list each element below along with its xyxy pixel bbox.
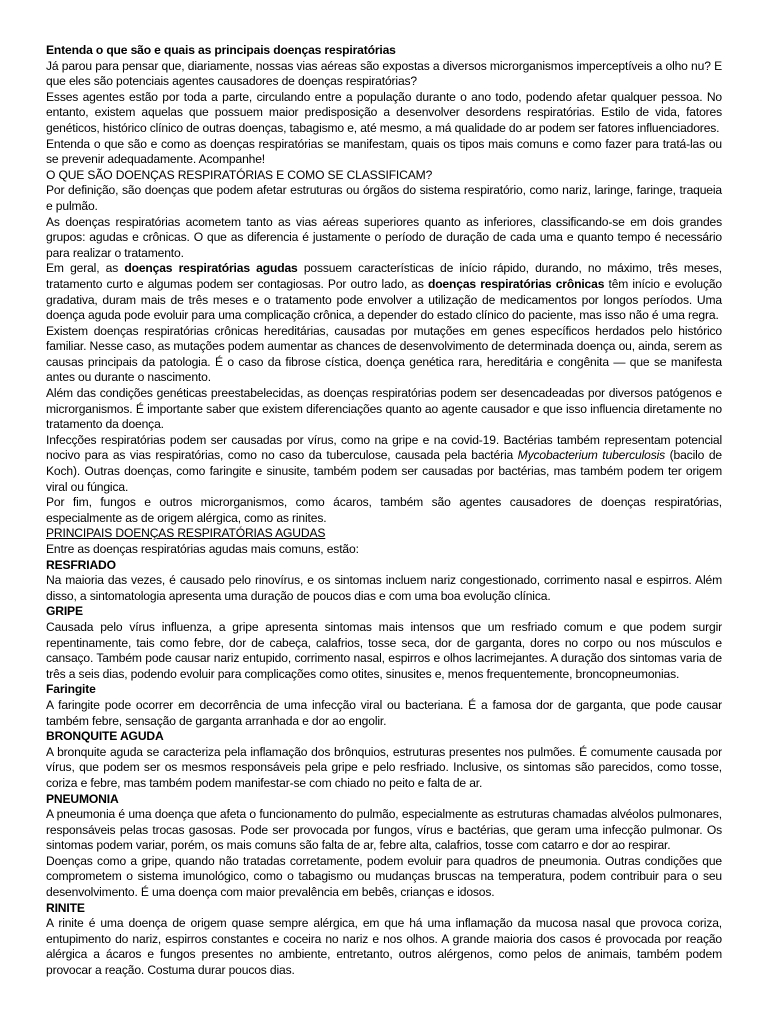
section-heading-classification: O QUE SÃO DOENÇAS RESPIRATÓRIAS E COMO SE CLASSIFICAM? xyxy=(46,167,433,182)
disease-text-faringite: A faringite pode ocorrer em decorrência de uma infecção viral ou bacteriana. É a famosa dor de garganta, que pode causar também febre, sensação de garganta arranhada e dor ao engolir. xyxy=(46,697,722,728)
disease-text-pneumonia-2: Doenças como a gripe, quando não tratadas corretamente, podem evoluir para quadros de pneumonia. Outras condições que comprometem o sistema imunológico, como o tabagismo ou mudanças bruscas na temperatura, podem contribuir para o seu desenvolvimento. É uma doença com maior prevalência em bebês, crianças e idosos. xyxy=(46,853,722,900)
section-heading-acute: PRINCIPAIS DOENÇAS RESPIRATÓRIAS AGUDAS xyxy=(46,526,326,541)
intro-paragraph-2: Esses agentes estão por toda a parte, circulando entre a população durante o ano todo, podendo afetar qualquer pessoa. No entanto, existem aquelas que possuem maior predisposição a desenvolver desordens respiratórias. Estilo de vida, fatores genéticos, histórico clínico de outras doenças, tabagismo e, até mesmo, a má qualidade do ar podem ser fatores influenciadores. xyxy=(46,89,722,135)
hereditary-paragraph: Existem doenças respiratórias crônicas hereditárias, causadas por mutações em genes específicos herdados pelo histórico familiar. Nesse caso, as mutações podem aumentar as chances de desenvolvimento de determinada doença ou, ainda, serem as causas principais da patologia. É o caso da fibrose cística, doença genética rara, hereditária e congênita — que se manifesta antes ou durante o nascimento. xyxy=(46,323,722,385)
text-span: Infecções respiratórias podem ser causadas por vírus, como na gripe e na covid-19. Bactérias também representam potencial nocivo para as vias respiratórias, como no caso da tuberculose, causada pela bactéria xyxy=(46,432,722,463)
bold-term-acute: doenças respiratórias agudas xyxy=(124,261,298,276)
disease-heading-faringite: Faringite xyxy=(46,682,96,697)
text-span: (bacilo de Koch). Outras doenças, como faringite e sinusite, também podem ser causadas por bactérias, mas também podem ter origem viral ou fúngica. xyxy=(46,448,722,494)
bold-term-chronic: doenças respiratórias crônicas xyxy=(427,276,605,291)
disease-heading-gripe: GRIPE xyxy=(46,604,83,619)
infections-paragraph xyxy=(46,433,722,495)
disease-heading-resfriado: RESFRIADO xyxy=(46,557,116,572)
acute-intro-paragraph: Entre as doenças respiratórias agudas mais comuns, estão: xyxy=(46,542,359,556)
document-title: Entenda o que são e quais as principais doenças respiratórias xyxy=(46,43,396,57)
fungi-paragraph: Por fim, fungos e outros microrganismos, como ácaros, também são agentes causadores de doenças respiratórias, especialmente as de origem alérgica, como as rinites. xyxy=(46,495,722,525)
intro-paragraph-1: Já parou para pensar que, diariamente, nossas vias aéreas são expostas a diversos microrganismos imperceptíveis a olho nu? E que eles são potenciais agentes causadores de doenças respiratórias? xyxy=(46,58,722,89)
disease-text-gripe: Causada pelo vírus influenza, a gripe apresenta sintomas mais intensos que um resfriado comum e que podem surgir repentinamente, tais como febre, dor de cabeça, calafrios, tosse seca, dor de garganta, dores no corpo ou nos músculos e cansaço. Também pode causar nariz entupido, corrimento nasal, espirros e olhos lacrimejantes. A duração dos sintomas varia de três a seis dias, podendo evoluir para complicações como otites, sinusites e, menos frequentemente, broncopneumonias. xyxy=(46,619,722,681)
disease-heading-rinite: RINITE xyxy=(46,900,85,915)
text-span: possuem características de início rápido, durando, no máximo, três meses, tratamento curto e algumas podem ser contagiosas. Por outro lado, as xyxy=(46,261,722,291)
disease-text-resfriado: Na maioria das vezes, é causado pelo rinovírus, e os sintomas incluem nariz congestionado, corrimento nasal e espirros. Além disso, a sintomatologia apresenta uma duração de poucos dias e com uma boa evolução clínica. xyxy=(46,573,722,603)
text-span: têm início e evolução gradativa, duram mais de três meses e o tratamento pode envolver a utilização de medicamentos por longos períodos. Uma doença aguda pode evoluir para uma complicação crônica, a depender do estado clínico do paciente, mas isso não é uma regra. xyxy=(46,276,722,323)
text-span: Em geral, as xyxy=(46,261,125,276)
definition-paragraph: Por definição, são doenças que podem afetar estruturas ou órgãos do sistema respiratório, como nariz, laringe, faringe, traqueia e pulmão. xyxy=(46,183,722,213)
disease-text-pneumonia-1: A pneumonia é uma doença que afeta o funcionamento do pulmão, especialmente as estruturas chamadas alvéolos pulmonares, responsáveis pelas trocas gasosas. Pode ser provocada por fungos, vírus e bactérias, que geram uma infecção pulmonar. Os sintomas podem variar, porém, os mais comuns são falta de ar, febre alta, calafrios, tosse com catarro e dor ao respirar. xyxy=(46,807,722,853)
acute-chronic-paragraph xyxy=(46,261,722,323)
disease-text-bronquite: A bronquite aguda se caracteriza pela inflamação dos brônquios, estruturas presentes nos pulmões. É comumente causada por vírus, que podem ser os mesmos responsáveis pela gripe e pelo resfriado. Inclusive, os sintomas são parecidos, como tosse, coriza e febre, mas também podem manifestar-se com chiado no peito e falta de ar. xyxy=(46,744,722,790)
groups-paragraph: As doenças respiratórias acometem tanto as vias aéreas superiores quanto as inferiores, classificando-se em dois grandes grupos: agudas e crônicas. O que as diferencia é justamente o período de duração de cada uma e quanto tempo é necessário para realizar o tratamento. xyxy=(46,214,722,260)
disease-heading-bronquite: BRONQUITE AGUDA xyxy=(46,729,164,744)
document-body xyxy=(46,43,722,979)
italic-species-name: Mycobacterium tuberculosis xyxy=(517,448,666,463)
disease-heading-pneumonia: PNEUMONIA xyxy=(46,791,119,806)
intro-paragraph-3: Entenda o que são e como as doenças respiratórias se manifestam, quais os tipos mais comuns e como fazer para tratá-las ou se prevenir adequadamente. Acompanhe! xyxy=(46,136,722,167)
pathogens-paragraph: Além das condições genéticas preestabelecidas, as doenças respiratórias podem ser desencadeadas por diversos patógenos e microrganismos. É importante saber que existem diferenciações quanto ao agente causador e que isso influencia diretamente no tratamento da doença. xyxy=(46,386,722,432)
disease-text-rinite: A rinite é uma doença de origem quase sempre alérgica, em que há uma inflamação da mucosa nasal que provoca coriza, entupimento do nariz, espirros constantes e coceira no nariz e nos olhos. A grande maioria dos casos é provocada por reação alérgica a ácaros e fungos presentes no ambiente, entretanto, outros alérgenos, como pelos de animais, também podem provocar a reação. Costuma durar poucos dias. xyxy=(46,916,722,978)
